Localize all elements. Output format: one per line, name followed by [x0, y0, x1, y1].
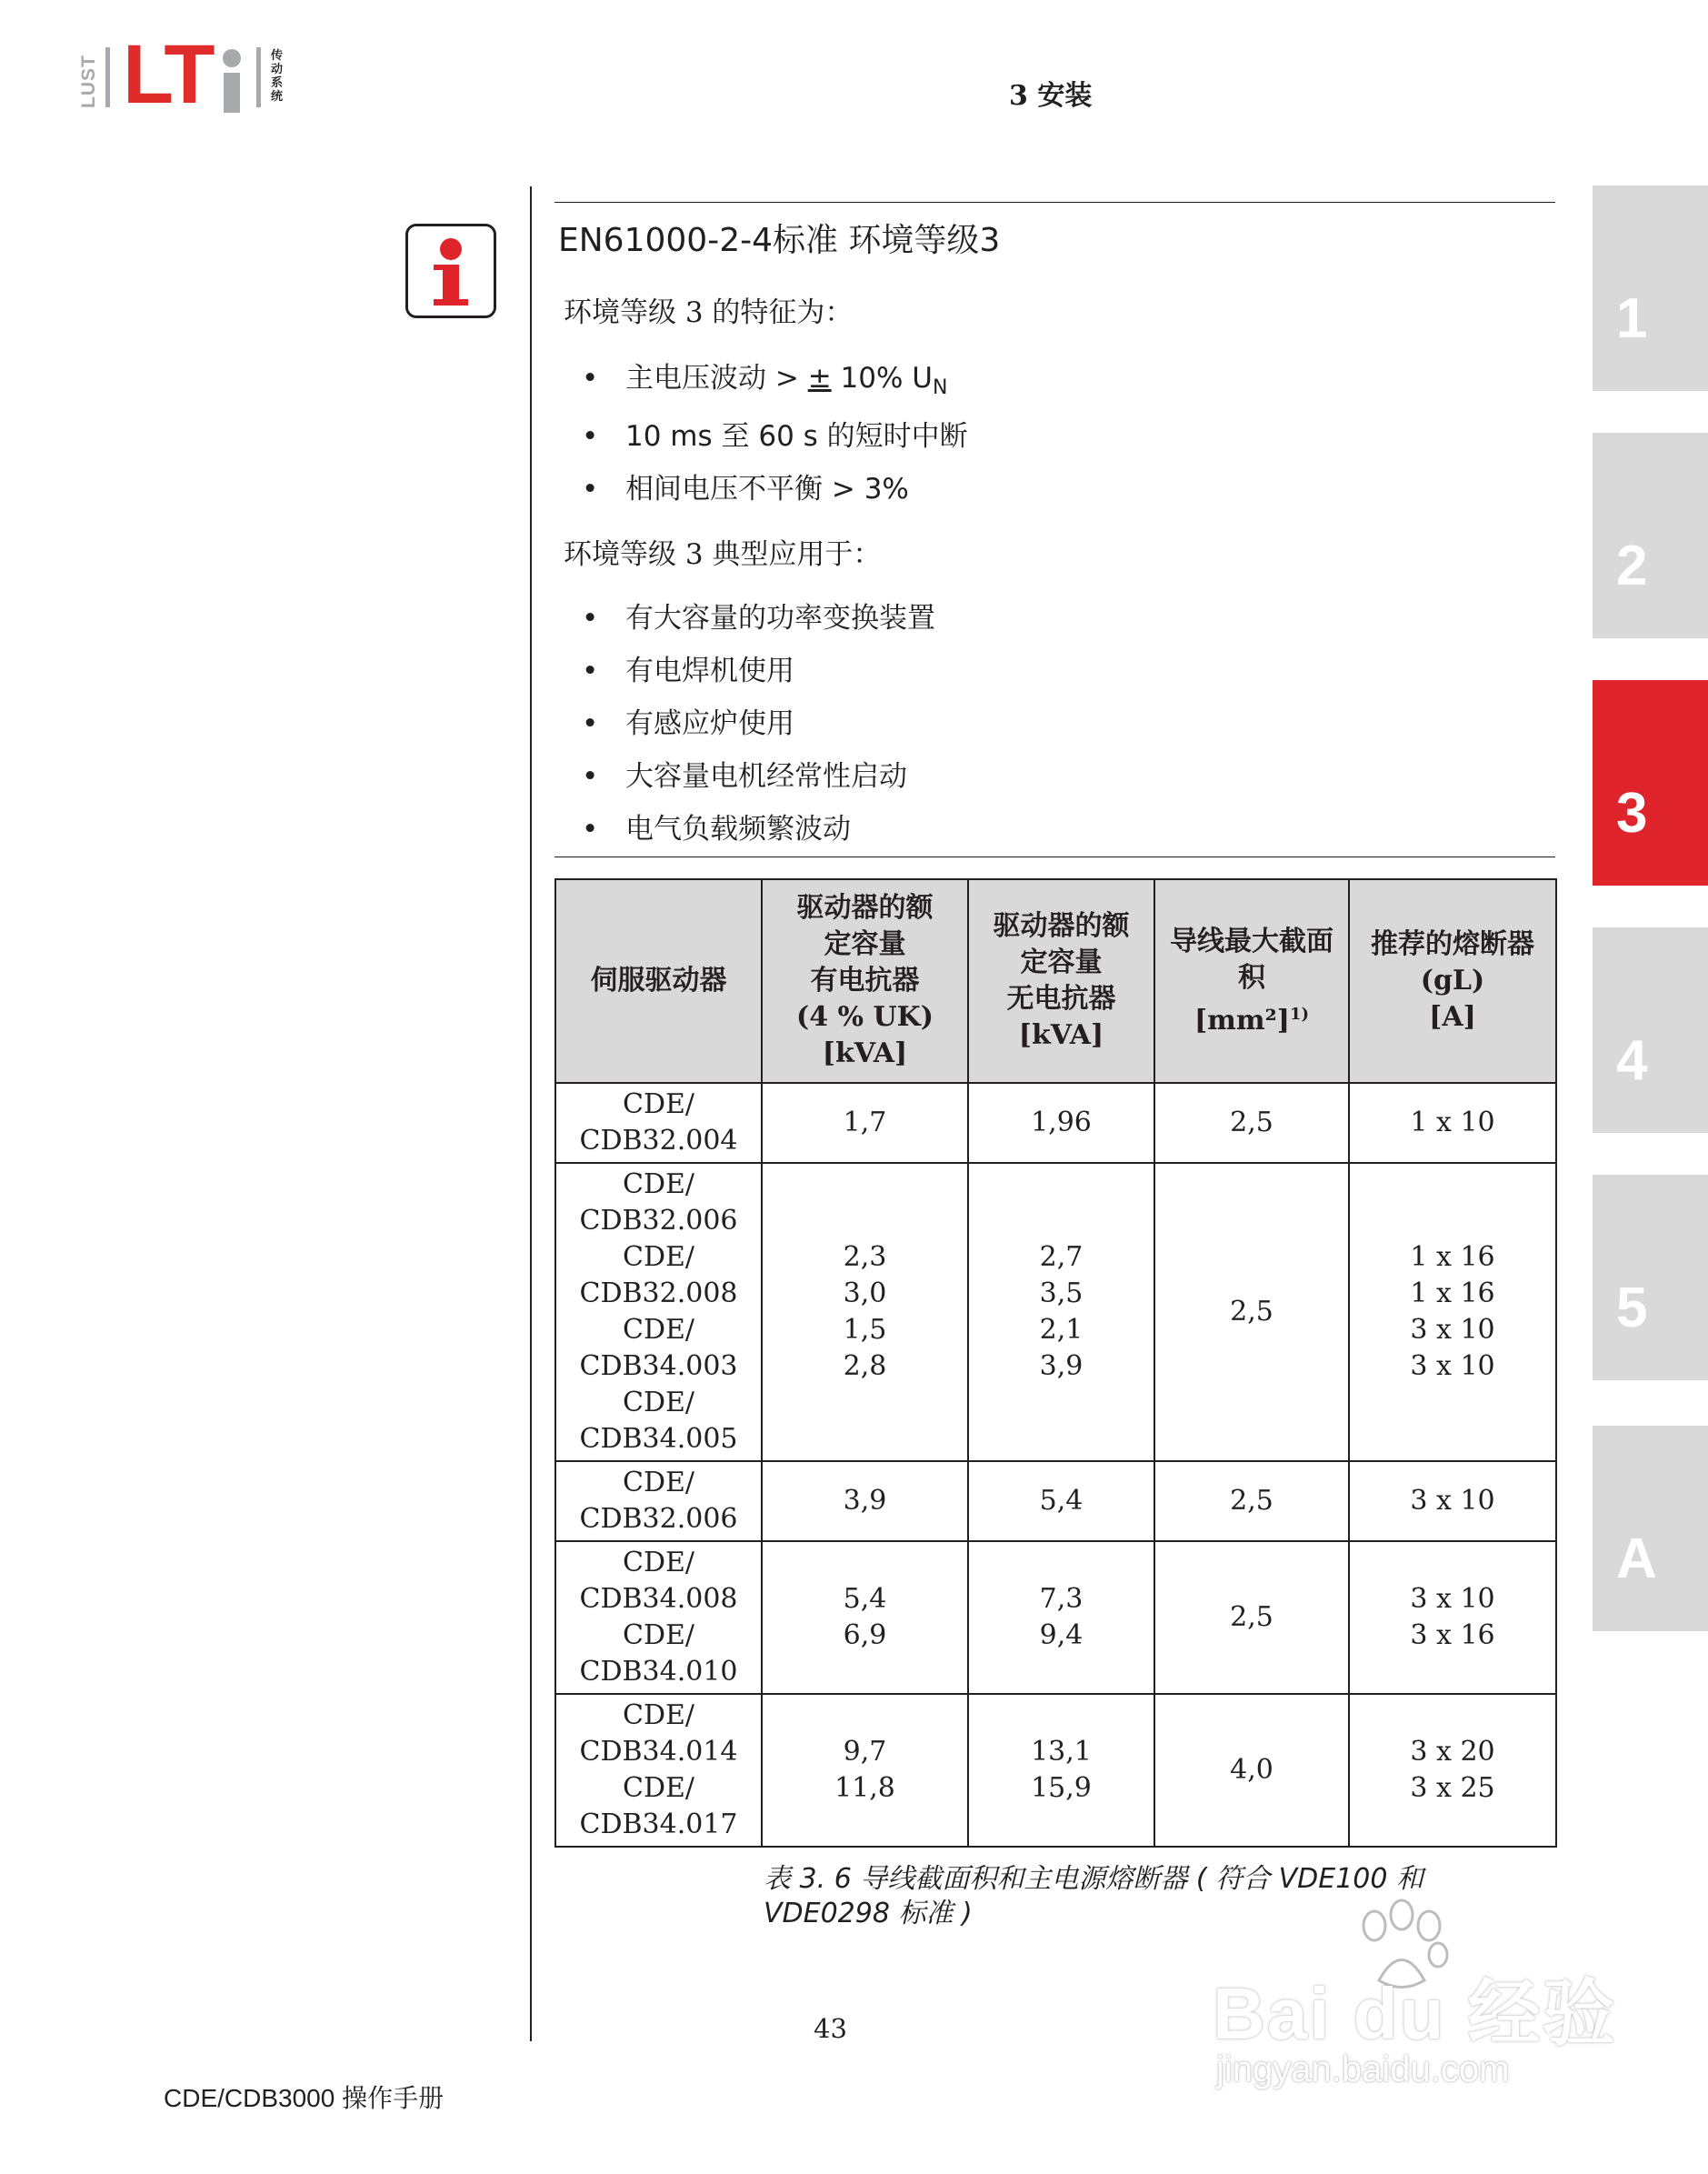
application-item: • 有大容量的功率变换装置: [582, 602, 935, 635]
header-max-cross-section: 导线最大截面 积 $[mm^2]^{1)}$: [1154, 879, 1349, 1083]
features-intro: 环境等级 3 的特征为：: [564, 296, 854, 329]
page-number: 43: [814, 2013, 847, 2044]
chapter-tab-1[interactable]: [1593, 185, 1708, 391]
info-icon: [405, 224, 496, 318]
table-cell-cross-section: 2,5: [1154, 1461, 1349, 1541]
chapter-tab-4[interactable]: [1593, 927, 1708, 1133]
table-cell-cross-section: 2,5: [1154, 1163, 1349, 1461]
table-cell-without-reactor: 2,7 3,5 2,1 3,9: [968, 1163, 1154, 1461]
table-cell-with-reactor: 9,7 11,8: [762, 1694, 968, 1847]
logo-subtitle: 传动系统: [271, 49, 284, 104]
table-cell-fuse: 1 x 10: [1349, 1083, 1556, 1163]
header-servo-drive: 伺服驱动器: [555, 879, 762, 1083]
table-row: [555, 1083, 1556, 1163]
footer-manual-title: CDE/CDB3000 操作手册: [164, 2084, 444, 2112]
table-row: [555, 1163, 1556, 1461]
table-cell-fuse: 1 x 16 1 x 16 3 x 10 3 x 10: [1349, 1163, 1556, 1461]
caption-line: 表 3. 6 导线截面积和主电源熔断器 ( 符合 VDE100 和: [764, 1863, 1424, 1895]
chapter-tab-2[interactable]: [1593, 433, 1708, 638]
chapter-tab-a[interactable]: [1593, 1426, 1708, 1631]
table-cell-without-reactor: 5,4: [968, 1461, 1154, 1541]
chapter-tab-label: 2: [1616, 535, 1648, 597]
section-top-rule: [554, 202, 1555, 203]
feature-item: • 10 ms 至 60 s 的短时中断: [582, 420, 968, 453]
baidu-watermark-url: jingyan.baidu.com: [1216, 2049, 1510, 2089]
table-header-row: [555, 879, 1556, 1083]
feature-item: • 主电压波动 > ± 10% $U_N$: [582, 362, 948, 400]
applications-intro: 环境等级 3 典型应用于：: [564, 538, 882, 571]
logo-divider-left: [105, 47, 110, 107]
table-cell-cross-section: 4,0: [1154, 1694, 1349, 1847]
application-item: • 有电焊机使用: [582, 655, 794, 687]
table-cell-fuse: 3 x 10 3 x 16: [1349, 1541, 1556, 1694]
header-recommended-fuse: 推荐的熔断器 (gL) [A]: [1349, 879, 1556, 1083]
table-row: [555, 1461, 1556, 1541]
chapter-tab-label: 5: [1616, 1277, 1648, 1339]
chapter-tab-3-active[interactable]: [1593, 680, 1708, 886]
chapter-tab-label: 3: [1616, 782, 1648, 845]
margin-rule: [530, 186, 532, 2041]
logo-lti: [123, 28, 245, 121]
application-item: • 大容量电机经常性启动: [582, 760, 907, 793]
table-cell-without-reactor: 7,3 9,4: [968, 1541, 1154, 1694]
logo-lt-letters: LT: [123, 28, 212, 121]
table-row: [555, 1541, 1556, 1694]
table-cell-drive: CDE/ CDB32.004: [555, 1083, 762, 1163]
table-cell-fuse: 3 x 20 3 x 25: [1349, 1694, 1556, 1847]
chapter-title: 3 安装: [1009, 80, 1093, 112]
table-cell-drive: CDE/ CDB32.006 CDE/ CDB32.008 CDE/ CDB34.003 CDE/ CDB34.005: [555, 1163, 762, 1461]
table-cell-drive: CDE/ CDB34.008 CDE/ CDB34.010: [555, 1541, 762, 1694]
table-cell-with-reactor: 5,4 6,9: [762, 1541, 968, 1694]
table-cell-with-reactor: 3,9: [762, 1461, 968, 1541]
logo-i-mark: [221, 36, 245, 113]
table-cell-cross-section: 2,5: [1154, 1083, 1349, 1163]
chapter-tab-label: A: [1616, 1528, 1657, 1590]
table-cell-with-reactor: 1,7: [762, 1083, 968, 1163]
logo-divider-right: [256, 47, 261, 107]
application-item: • 有感应炉使用: [582, 707, 794, 740]
fuse-table: [554, 878, 1557, 1848]
table-cell-drive: CDE/ CDB32.006: [555, 1461, 762, 1541]
table-cell-without-reactor: 13,1 15,9: [968, 1694, 1154, 1847]
table-cell-without-reactor: 1,96: [968, 1083, 1154, 1163]
chapter-tab-label: 4: [1616, 1029, 1648, 1092]
chapter-tab-5[interactable]: [1593, 1175, 1708, 1380]
table-cell-cross-section: 2,5: [1154, 1541, 1349, 1694]
section-heading: EN61000-2-4标准 环境等级3: [558, 222, 1001, 259]
feature-item: • 相间电压不平衡 > 3%: [582, 473, 909, 506]
baidu-watermark-logo: Bai du 经验: [1213, 1973, 1617, 2054]
table-cell-drive: CDE/ CDB34.014 CDE/ CDB34.017: [555, 1694, 762, 1847]
header-rating-without-reactor: 驱动器的额 定容量 无电抗器 [kVA]: [968, 879, 1154, 1083]
header-rating-with-reactor: 驱动器的额 定容量 有电抗器 (4 % UK) [kVA]: [762, 879, 968, 1083]
table-cell-fuse: 3 x 10: [1349, 1461, 1556, 1541]
chapter-tab-label: 1: [1616, 287, 1648, 350]
table-row: [555, 1694, 1556, 1847]
application-item: • 电气负载频繁波动: [582, 813, 851, 846]
table-cell-with-reactor: 2,3 3,0 1,5 2,8: [762, 1163, 968, 1461]
caption-line: VDE0298 标准 ): [764, 1898, 973, 1929]
logo-lust-text: LUST: [78, 55, 99, 109]
